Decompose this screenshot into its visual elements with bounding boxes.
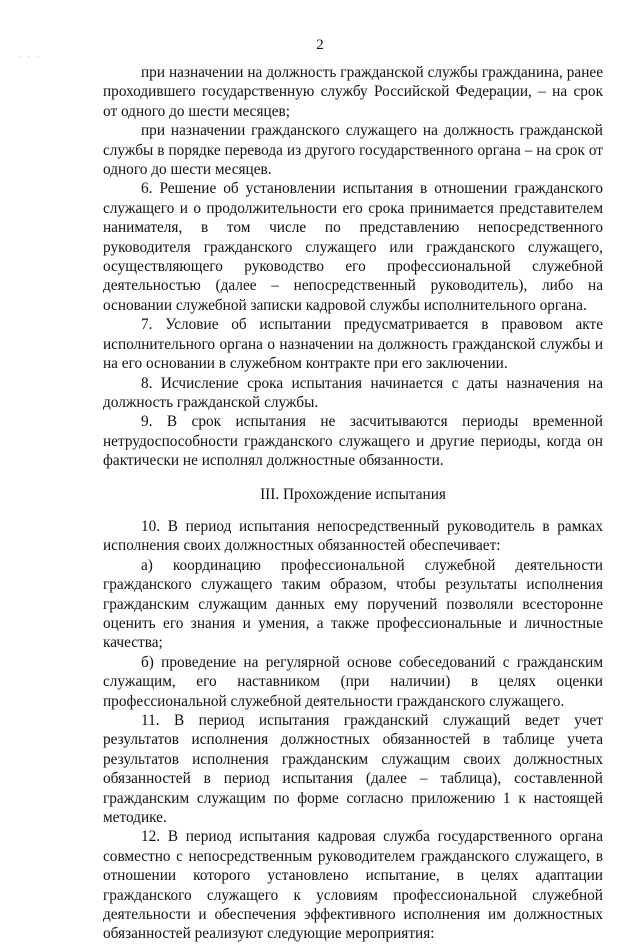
section-heading: III. Прохождение испытания [260,485,446,503]
paragraph: при назначении гражданского служащего на должность гражданской службы в порядке перевода из другого государственного органа – на срок от одного до шести месяцев. [103,122,603,179]
paragraph-item-6: 6. Решение об установлении испытания в отношении гражданского служащего и о продолжительности его срока принимается представителем нанимателя, в том числе по представлению непосредственного руководителя гражданского служащего или гражданского служащего, осуществляющего руководство его профессиональной служебной деятельностью (далее – непосредственный руководитель), либо на основании служебной записки кадровой службы исполнительного органа. [103,180,603,314]
margin-mark: · · · [18,52,42,62]
paragraph-item-10: 10. В период испытания непосредственный руководитель в рамках исполнения своих должностных обязанностей обеспечивает: [103,517,603,555]
paragraph-item-12: 12. В период испытания кадровая служба государственного органа совместно с непосредственным руководителем гражданского служащего, в отношении которого установлено испытание, в целях адаптации гражданского служащего к условиям профессиональной служебной деятельности и обеспечения эффективного исполнения им должностных обязанностей реализуют следующие мероприятия: [103,828,603,943]
page-number: 2 [316,37,324,53]
paragraph: при назначении на должность гражданской службы гражданина, ранее проходившего государственную службу Российской Федерации, – на срок от одного до шести месяцев; [103,64,603,120]
paragraph-item-8: 8. Исчисление срока испытания начинается с даты назначения на должность гражданской службы. [103,374,603,411]
paragraph-item-7: 7. Условие об испытании предусматривается в правовом акте исполнительного органа о назначении на должность гражданской службы и на его основании в служебном контракте при его заключении. [103,316,603,373]
paragraph-item-11: 11. В период испытания гражданский служащий ведет учет результатов исполнения должностных обязанностей в таблице учета результатов исполнения гражданским служащим своих должностных обязанностей в период испытания (далее – таблица), составленной гражданским служащим по форме согласно приложению 1 к настоящей методике. [103,712,603,827]
document-body [103,63,603,944]
paragraph-subitem-a: а) координацию профессиональной служебной деятельности гражданского служащего таким образом, чтобы результаты исполнения гражданским служащим данных ему поручений позволяли всесторонне оценить его знания и умения, а также профессиональные и личностные качества; [103,556,603,652]
paragraph-item-9: 9. В срок испытания не засчитываются периоды временной нетрудоспособности гражданского служащего и другие периоды, когда он фактически не исполнял должностные обязанности. [103,413,603,470]
paragraph-subitem-b: б) проведение на регулярной основе собеседований с гражданским служащим, его наставником (при наличии) в целях оценки профессиональной служебной деятельности гражданского служащего. [103,653,603,710]
